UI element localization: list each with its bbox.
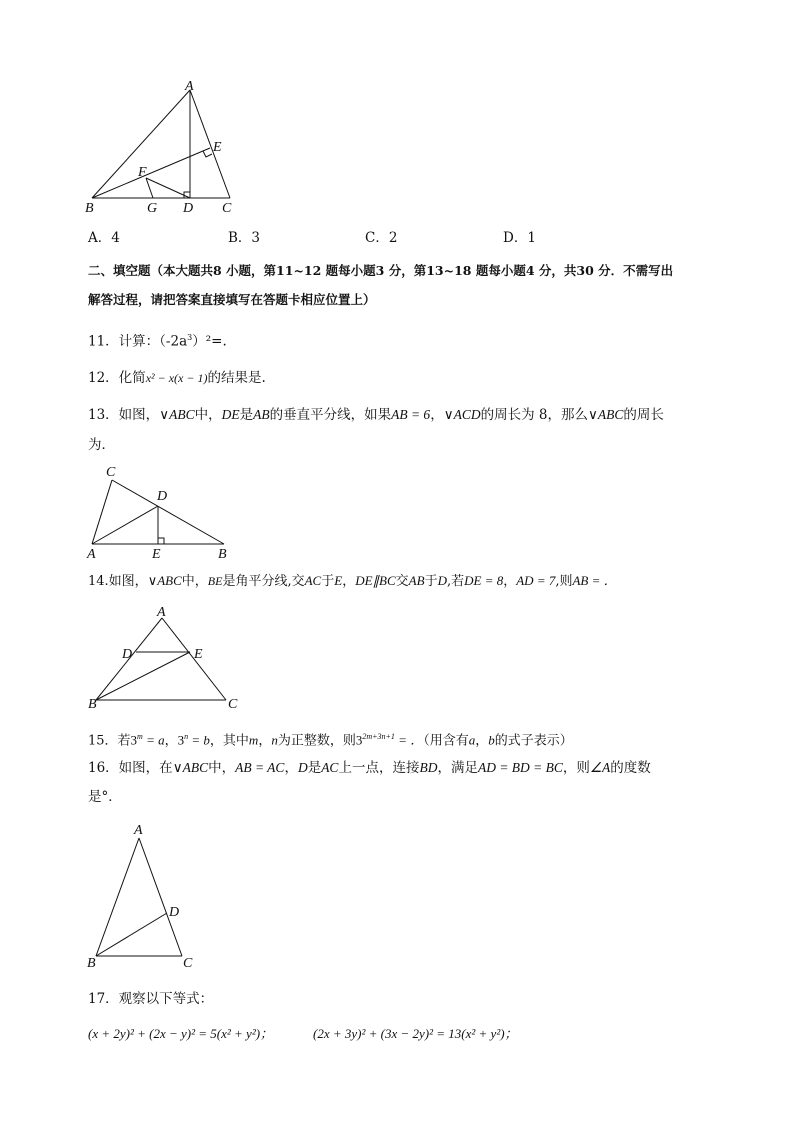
fig13-label-d: D (157, 489, 168, 504)
fig16-label-c: C (183, 956, 193, 971)
choice-b[interactable]: B．3 (228, 230, 261, 246)
fig14-label-b: B (88, 697, 97, 712)
section-2-heading-line1: 二、填空题（本大题共8 小题，第11~12 题每小题3 分，第13~18 题每小题4 分，共30 分．不需写出 (88, 263, 674, 278)
fig1-label-c: C (222, 201, 232, 216)
question-13-line2: 为． (88, 437, 115, 453)
question-11: 11．计算：$(-2a^3)^2=$. (88, 333, 227, 350)
choice-a[interactable]: A．4 (88, 230, 120, 246)
fig14-label-d: D (122, 647, 133, 662)
fig1-label-d: D (183, 201, 194, 216)
fig1-label-b: B (85, 201, 94, 216)
figure-triangle-1 (80, 78, 250, 218)
fig14-label-e: E (194, 647, 203, 662)
fig13-label-b: B (218, 547, 227, 558)
fig13-label-c: C (106, 465, 116, 480)
fig13-label-e: E (152, 547, 161, 558)
question-17-title: 17．观察以下等式： (88, 991, 214, 1007)
question-16-line1: 16．如图，在∨ABC中，AB = AC，D是AC上一点，连接BD，满足AD = BD = BC，则∠A的度数 (88, 760, 651, 776)
q17-equation-1: (x + 2y)² + (2x − y)² = 5(x² + y²)； (88, 1026, 274, 1041)
question-17-equations (88, 1024, 518, 1045)
fig13-label-a: A (87, 547, 96, 558)
question-14: 14.如图，∨ABC中，BE是角平分线,交AC于E，DE∥BC交AB于D,若DE = 8，AD = 7,则AB = ． (88, 573, 617, 589)
fig1-label-e: E (213, 140, 222, 155)
section-2-heading-line2: 解答过程，请把答案直接填写在答题卡相应位置上） (88, 292, 376, 307)
fig16-label-b: B (87, 956, 96, 971)
choice-c[interactable]: C．2 (365, 230, 398, 246)
fig16-label-d: D (169, 905, 180, 920)
q17-equation-2: (2x + 3y)² + (3x − 2y)² = 13(x² + y²)； (313, 1026, 518, 1041)
choice-d[interactable]: D．1 (503, 230, 536, 246)
question-12: 12．化简x² − x(x − 1)的结果是. (88, 370, 266, 386)
fig1-label-f: F (138, 165, 147, 180)
fig1-label-a: A (185, 79, 194, 94)
fig1-label-g: G (147, 201, 158, 216)
question-15: 15．若$3^m = a$，$3^n = b$，其中m，n为正整数，则$3^{2m+3n+1}$ = ．（用含有a，b的式子表示） (88, 732, 573, 749)
fig14-label-c: C (228, 697, 238, 712)
fig14-label-a: A (157, 605, 166, 620)
figure-triangle-16 (84, 820, 204, 972)
figure-triangle-13 (84, 462, 244, 558)
fig16-label-a: A (134, 823, 143, 838)
question-16-line2: 是°． (88, 789, 122, 805)
question-13-line1: 13．如图，∨ABC中，DE是AB的垂直平分线，如果AB = 6，∨ACD的周长为 8，那么∨ABC的周长 (88, 407, 664, 423)
figure-triangle-14 (84, 604, 244, 714)
